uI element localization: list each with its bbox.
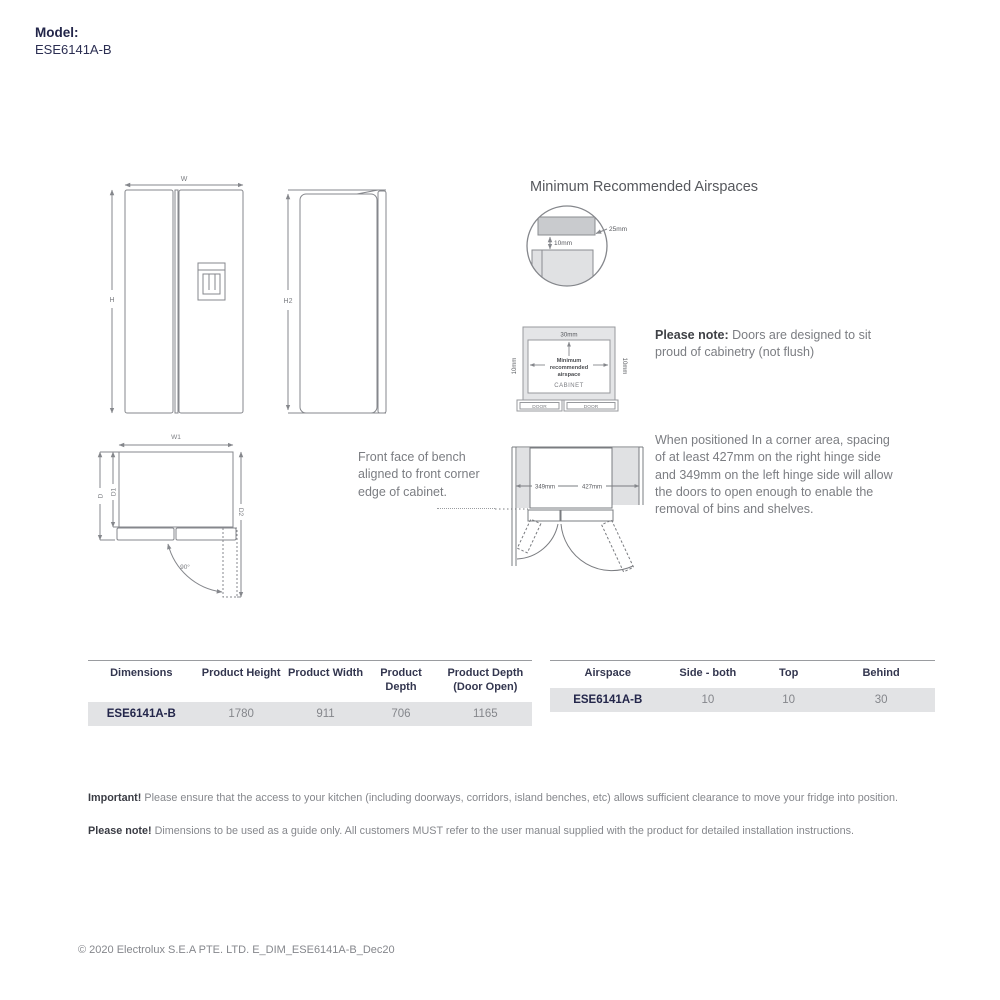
airspace-row-behind: 30 [874, 693, 888, 706]
corner-note: When positioned In a corner area, spacing of at least 427mm on the right hinge side and 349mm on the left hinge side will allow the doors to open enough to enable the removal of bins and shelves. [655, 433, 893, 516]
airspace-text-3: airspace [557, 372, 581, 378]
right-door [179, 190, 243, 413]
airspace-table-topline [550, 660, 935, 661]
dimensions-row-depth: 706 [391, 707, 411, 720]
angle-90-label: 90° [180, 564, 190, 571]
fridge-plan-diagram [88, 428, 263, 608]
airspaces-heading: Minimum Recommended Airspaces [530, 179, 759, 195]
dimensions-table-topline [88, 660, 532, 661]
left-clearance-shade [517, 448, 530, 508]
side-view-shapes [288, 190, 386, 413]
gap-10mm-label: 10mm [554, 240, 573, 247]
right-gap-label: 10mm [621, 357, 627, 375]
bench-note: Front face of bench aligned to front corner edge of cabinet. [358, 450, 480, 499]
left-door-open-dashed [517, 519, 540, 553]
plan-door-left [117, 528, 174, 540]
side-door [300, 194, 377, 413]
door-right-label: DOOR [583, 404, 599, 410]
left-spacing-label: 349mm [534, 484, 556, 491]
dimensions-row-depth-open: 1165 [472, 707, 498, 720]
plan-door-right [176, 528, 236, 540]
cabinet-airspace-diagram [505, 318, 640, 418]
dimensions-table [88, 660, 532, 726]
gap-25mm-label: 25mm [609, 226, 628, 233]
guide-note [88, 824, 898, 838]
right-clearance-shade [612, 448, 639, 505]
left-gap-label: 10mm [512, 357, 518, 375]
fridge-elevation-diagram [95, 160, 395, 420]
important-note-lead: Important! [88, 792, 142, 804]
plan-shapes [97, 445, 241, 597]
col-behind: Behind [862, 667, 900, 679]
copyright-footer: © 2020 Electrolux S.E.A PTE. LTD. E_DIM_ESE6141A-B_Dec20 [78, 944, 395, 956]
model-header [35, 24, 112, 58]
dimensions-table-header [88, 667, 532, 695]
airspace-row-model: ESE6141A-B [573, 693, 643, 706]
col-product-height: Product Height [201, 667, 281, 679]
door-handle [378, 191, 386, 413]
d2-label: D2 [237, 507, 244, 517]
corner-placement-diagram [495, 425, 665, 590]
airspace-text-2: recommended [549, 365, 589, 371]
dimensions-row-model: ESE6141A-B [106, 707, 176, 720]
front-view-shapes [112, 185, 243, 413]
airspace-row-side: 10 [701, 693, 715, 706]
col-product-depth-open: Product Depth (Door Open) [447, 667, 524, 693]
door-swing-arc [168, 544, 222, 592]
water-dispenser [198, 263, 225, 300]
airspace-row-top: 10 [782, 693, 796, 706]
dimensions-table-row [88, 702, 532, 726]
dimensions-row-width: 911 [316, 707, 335, 720]
col-top: Top [779, 667, 799, 679]
top-gap-label: 30mm [560, 331, 578, 339]
airspace-table [550, 660, 935, 712]
bench-leader-line [437, 508, 495, 509]
right-swing-arc [561, 524, 633, 571]
model-value: ESE6141A-B [35, 41, 112, 57]
important-note-body: Please ensure that the access to your kitchen (including doorways, corridors, island benches, etc) allows sufficient clearance to move your fridge into position. [141, 792, 898, 804]
right-door-open-dashed [602, 520, 634, 572]
airspace-detail-diagram [520, 200, 655, 300]
cabinet-word-label: CABINET [554, 383, 584, 389]
col-dimensions: Dimensions [110, 667, 173, 679]
doors-note-body: Doors are designed to sit proud of cabinetry (not flush) [655, 328, 872, 360]
right-spacing-label: 427mm [581, 484, 603, 491]
important-note [88, 791, 898, 805]
airspace-table-row [550, 688, 935, 712]
col-airspace: Airspace [584, 667, 631, 679]
airspace-text-1: Minimum [556, 358, 582, 364]
door-left-label: DOOR [532, 404, 547, 410]
doors-note-lead: Please note: [655, 328, 729, 342]
guide-note-body: Dimensions to be used as a guide only. All customers MUST refer to the user manual supplied with the product for detailed installation instructions. [151, 825, 854, 837]
height2-dimension-label: H2 [283, 298, 293, 305]
cabinet-overhang [538, 217, 595, 235]
model-label: Model: [35, 25, 79, 40]
doors-note [655, 327, 895, 362]
dimensions-row-height: 1780 [228, 707, 254, 720]
plan-body [119, 452, 233, 527]
height-dimension-label: H [109, 297, 115, 304]
col-side-both: Side - both [679, 667, 737, 679]
door-divider [175, 190, 178, 413]
col-product-depth: Product Depth [380, 667, 422, 693]
corner-fridge-body [530, 448, 612, 508]
d-label: D [97, 493, 105, 499]
d1-label: D1 [110, 487, 118, 497]
left-swing-arc [517, 524, 558, 559]
w1-label: W1 [171, 434, 181, 441]
width-dimension-label: W [180, 176, 188, 183]
guide-note-lead: Please note! [88, 825, 152, 837]
airspace-table-header [550, 667, 935, 681]
left-door [125, 190, 173, 413]
col-product-width: Product Width [287, 667, 364, 679]
